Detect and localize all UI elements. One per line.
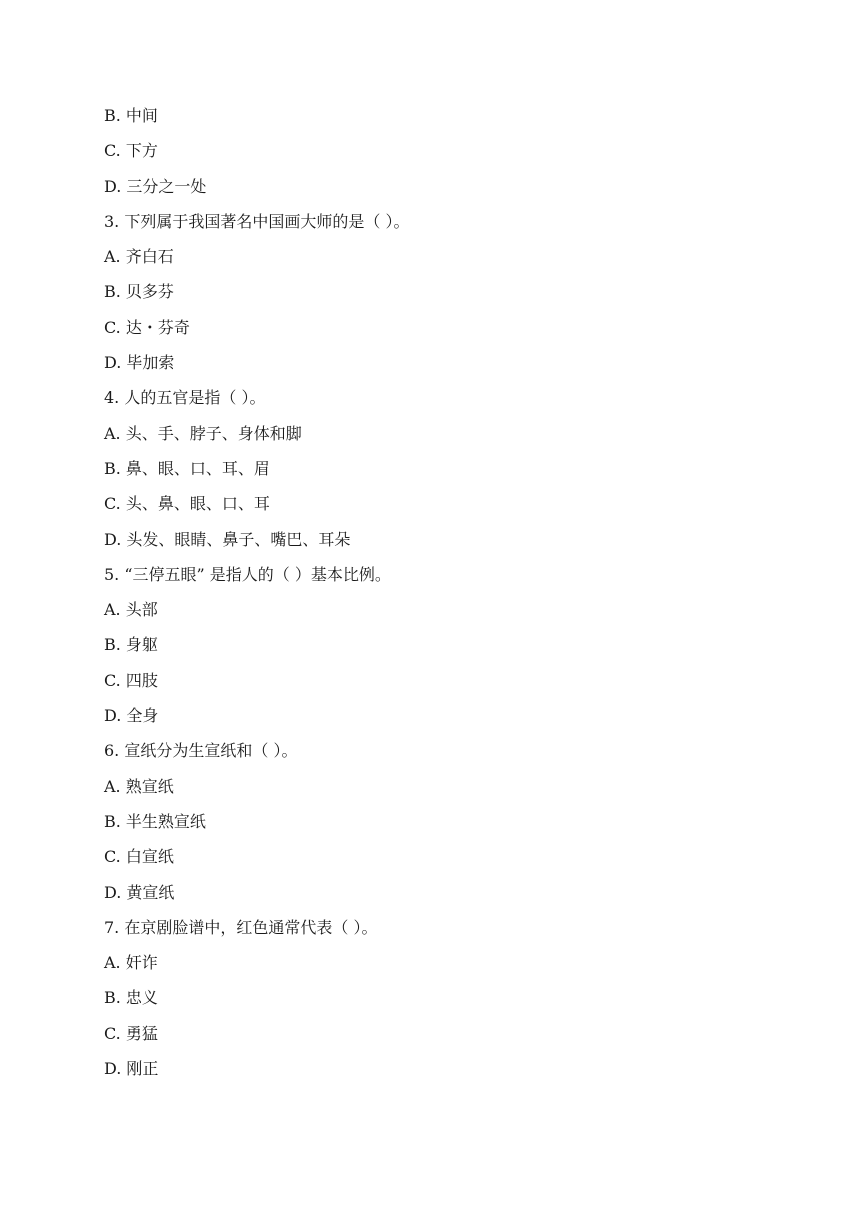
option-b-q5: B. 身躯: [104, 635, 158, 655]
question-7: 7. 在京剧脸谱中，红色通常代表（ ）。: [104, 917, 378, 937]
option-b-q4: B. 鼻、眼、口、耳、眉: [104, 458, 270, 478]
option-b-q6: B. 半生熟宣纸: [104, 811, 206, 831]
question-3: 3. 下列属于我国著名中国画大师的是（ ）。: [104, 211, 410, 231]
option-d-q2: D. 三分之一处: [104, 176, 207, 196]
option-a-q7: A. 奸诈: [104, 953, 158, 973]
option-b-q7: B. 忠义: [104, 988, 158, 1008]
option-d-q4: D. 头发、眼睛、鼻子、嘴巴、耳朵: [104, 529, 351, 549]
option-c-q2: C. 下方: [104, 141, 158, 161]
option-c-q4: C. 头、鼻、眼、口、耳: [104, 494, 270, 514]
option-a-q3: A. 齐白石: [104, 247, 174, 267]
question-4: 4. 人的五官是指（ ）。: [104, 388, 266, 408]
option-d-q7: D. 刚正: [104, 1059, 159, 1079]
option-b-q2: B. 中间: [104, 106, 158, 125]
question-6: 6. 宣纸分为生宣纸和（ ）。: [104, 741, 298, 761]
document-page: [104, 98, 804, 1086]
option-a-q6: A. 熟宣纸: [104, 776, 174, 796]
option-d-q3: D. 毕加索: [104, 353, 175, 373]
option-b-q3: B. 贝多芬: [104, 282, 174, 302]
option-c-q3: C. 达・芬奇: [104, 317, 190, 337]
option-d-q6: D. 黄宣纸: [104, 882, 175, 902]
option-a-q4: A. 头、手、脖子、身体和脚: [104, 423, 302, 443]
option-c-q6: C. 白宣纸: [104, 847, 174, 867]
question-5: 5. “三停五眼” 是指人的（ ）基本比例。: [104, 564, 391, 584]
option-d-q5: D. 全身: [104, 706, 159, 726]
option-a-q5: A. 头部: [104, 600, 158, 620]
option-c-q7: C. 勇猛: [104, 1023, 158, 1043]
option-c-q5: C. 四肢: [104, 670, 158, 690]
